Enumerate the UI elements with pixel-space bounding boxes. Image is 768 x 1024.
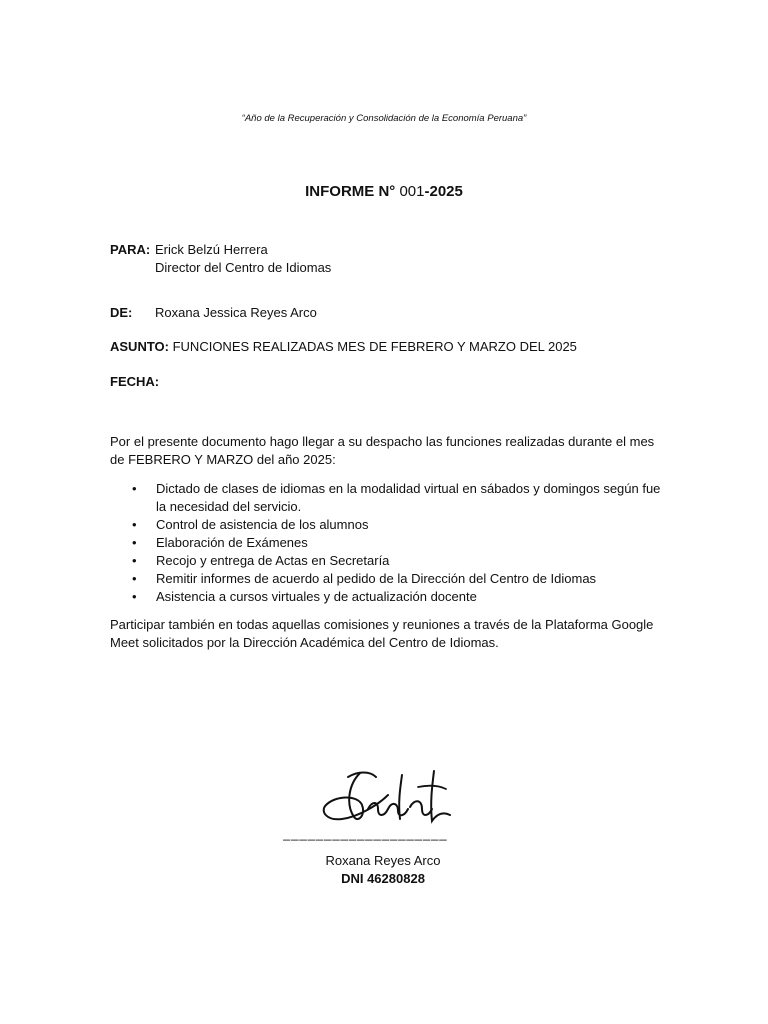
- year-motto: “Año de la Recuperación y Consolidación de la Economía Peruana”: [241, 113, 527, 124]
- list-item: • Dictado de clases de idiomas en la modalidad virtual en sábados y domingos según fue la necesidad del servicio.: [110, 480, 670, 516]
- closing-paragraph: Participar también en todas aquellas comisiones y reuniones a través de la Plataforma Google Meet solicitados por la Dirección Académica del Centro de Idiomas.: [110, 617, 654, 650]
- list-item: • Asistencia a cursos virtuales y de actualización docente: [110, 588, 670, 606]
- report-title: [0, 183, 768, 200]
- asunto-field: [110, 338, 577, 356]
- title-year: -2025: [424, 183, 463, 200]
- para-field: [110, 241, 331, 277]
- de-label: DE:: [110, 305, 133, 320]
- list-item: • Recojo y entrega de Actas en Secretaría: [110, 552, 670, 570]
- para-label: PARA:: [110, 242, 151, 257]
- signature-line: ____________________: [283, 826, 448, 841]
- handwritten-signature: [318, 765, 463, 835]
- title-prefix: INFORME N°: [305, 183, 400, 200]
- list-item: • Control de asistencia de los alumnos: [110, 516, 670, 534]
- title-number: 001: [399, 183, 425, 200]
- de-field: [110, 304, 317, 322]
- fecha-label: FECHA:: [110, 374, 160, 389]
- list-item: • Elaboración de Exámenes: [110, 534, 670, 552]
- para-role: Director del Centro de Idiomas: [155, 260, 332, 275]
- list-item: • Remitir informes de acuerdo al pedido de la Dirección del Centro de Idiomas: [110, 570, 670, 588]
- asunto-label: ASUNTO:: [110, 339, 169, 354]
- signer-dni: DNI 46280828: [341, 871, 425, 886]
- fecha-field: [110, 373, 159, 391]
- asunto-text: FUNCIONES REALIZADAS MES DE FEBRERO Y MARZO DEL 2025: [168, 339, 577, 354]
- para-name: Erick Belzú Herrera: [155, 242, 268, 257]
- signer-name: Roxana Reyes Arco: [325, 853, 441, 868]
- duties-list: [110, 480, 670, 606]
- de-name: Roxana Jessica Reyes Arco: [155, 305, 317, 320]
- intro-paragraph: Por el presente documento hago llegar a su despacho las funciones realizadas durante el mes de FEBRERO Y MARZO del año 2025:: [110, 434, 655, 467]
